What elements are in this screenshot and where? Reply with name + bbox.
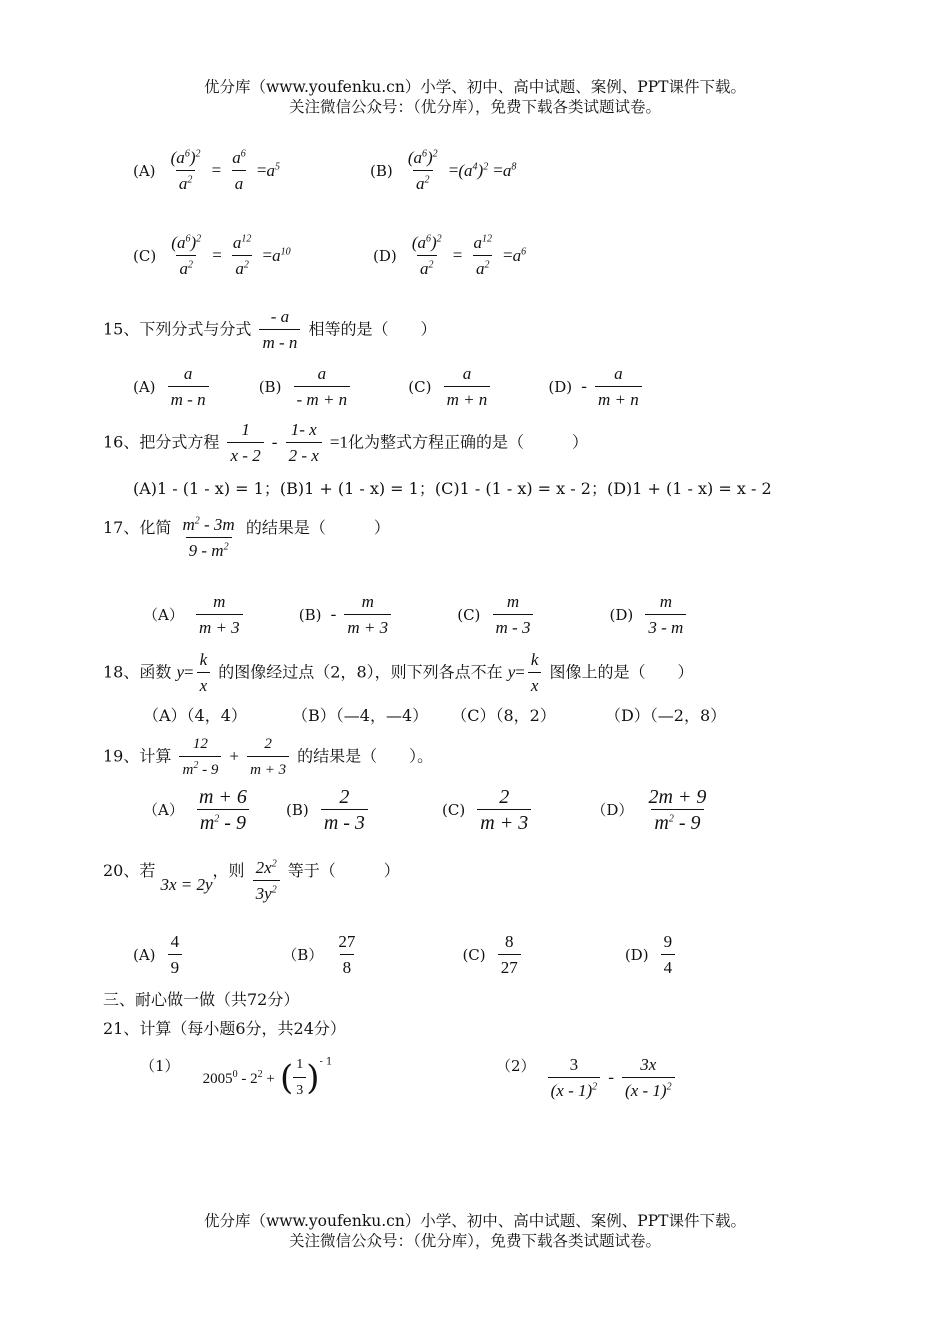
question-text: 化简	[139, 518, 172, 537]
fraction: $\frac{1- x}{2 - x}$	[286, 420, 322, 466]
option-text: （A）（4，4）	[143, 706, 247, 725]
option-label: (A)	[133, 377, 156, 396]
q20-options	[133, 932, 678, 978]
option-label: (B)	[285, 800, 309, 819]
fraction: $\frac{8}{27}$	[498, 932, 521, 978]
question-text: 相等的是（ ）	[308, 319, 437, 339]
fraction: $\frac{k}{x}$	[528, 650, 542, 696]
option-label: (D)	[609, 605, 634, 624]
fraction: $\frac{a^{12}}{a^2}$	[232, 233, 252, 278]
q16-options: (A)1 - (1 - x) = 1；(B)1 + (1 - x) = 1；(C)1 - (1 - x) = x - 2；(D)1 + (1 - x) = x - 2	[133, 479, 772, 498]
question-text: 图像上的是（ ）	[549, 662, 694, 682]
option-label: （B）	[282, 945, 324, 964]
q14-option-c: (C) $\frac{(a^6)^2}{a^2}$ = $\frac{a^{12}}{a^2}$ $=a^{10}$	[133, 233, 291, 278]
fraction: $\frac{2m + 9}{m^2 - 9}$	[648, 786, 707, 834]
option-label: (D)	[373, 246, 397, 265]
option-label: (A)	[133, 945, 156, 964]
fraction: $\frac{a^{12}}{a^2}$	[473, 233, 492, 278]
question-number: 19、	[103, 746, 140, 766]
q14-option-a: (A) $\frac{(a^6)^2}{a^2}$ = $\frac{a^6}{a}$ $=a^5$	[133, 148, 280, 193]
option-label: (B)	[298, 605, 322, 624]
fraction: $\frac{m}{3 - m}$	[645, 592, 686, 638]
option-label: (D)	[624, 945, 649, 964]
option-label: (C)	[408, 377, 432, 396]
fraction: $\frac{2x^2}{3y^2}$	[253, 858, 280, 904]
fraction: $\frac{a^6}{a}$	[232, 148, 246, 193]
q21-part-1: （1） $2005^0 - 2^2$ + ( $\frac{1}{3}$ )$^{- 1}$	[140, 1055, 332, 1101]
question-20: 20、若 3x = 2y，则 $\frac{2x^2}{3y^2}$ 等于（ ）	[103, 858, 400, 903]
fraction: $\frac{k}{x}$	[197, 650, 211, 696]
question-text: 的结果是（ ）。	[297, 746, 434, 766]
option-label: (C)	[457, 605, 481, 624]
fraction: $\frac{12}{m^2 - 9}$	[179, 734, 221, 780]
question-18: 18、函数 y= $\frac{k}{x}$ 的图像经过点（2，8），则下列各点不在 y= $\frac{k}{x}$ 图像上的是（ ）	[103, 650, 694, 695]
q18-options	[143, 703, 726, 726]
option-text: （B）（—4，—4）	[292, 706, 429, 725]
question-text: 下列分式与分式	[139, 319, 252, 339]
question-number: 20、	[103, 861, 140, 880]
fraction: $\frac{a}{m + n}$	[444, 364, 491, 410]
question-text: 的图像经过点（2，8），则下列各点不在	[218, 662, 503, 682]
fraction: $\frac{1}{x - 2}$	[227, 420, 263, 466]
option-label: （A）	[143, 605, 184, 624]
fraction: $\frac{3x}{(x - 1)^2}$	[622, 1055, 675, 1101]
fraction: $\frac{a}{m - n}$	[168, 364, 209, 410]
fraction: $\frac{m}{m + 3}$	[344, 592, 391, 638]
q17-options: （A） $\frac{m}{m + 3}$ (B) - $\frac{m}{m + 3}$ (C) $\frac{m}{m - 3}$ (D) $\frac{m}{3 - m}$	[143, 592, 689, 638]
option-text: （D）（—2，8）	[604, 706, 727, 725]
fraction: $\frac{9}{4}$	[661, 932, 676, 978]
sub-label: （2）	[496, 1057, 536, 1075]
fraction: $\frac{a}{- m + n}$	[294, 364, 351, 410]
footer-line-2: 关注微信公众号：（优分库），免费下载各类试题试卷。	[288, 1232, 661, 1250]
question-number: 17、	[103, 518, 140, 537]
question-text: ，则	[212, 861, 245, 880]
fraction: $\frac{(a^6)^2}{a^2}$	[170, 148, 201, 193]
section-3-title: 三、耐心做一做（共72分）	[103, 990, 300, 1009]
question-text: 计算	[139, 746, 172, 766]
fraction: $\frac{(a^6)^2}{a^2}$	[411, 233, 442, 278]
question-21: 21、计算（每小题6分，共24分）	[103, 1019, 346, 1038]
fraction: $\frac{m + 6}{m^2 - 9}$	[196, 787, 250, 833]
fraction: $\frac{- a}{m - n}$	[259, 307, 300, 353]
question-number: 18、	[103, 662, 140, 682]
question-19: 19、计算 $\frac{12}{m^2 - 9}$ + $\frac{2}{m + 3}$ 的结果是（ ）。	[103, 736, 434, 778]
option-label: （A）	[143, 800, 184, 819]
option-label: (B)	[370, 161, 393, 180]
option-label: (A)	[133, 161, 156, 180]
header-line-1: 优分库（www.youfenku.cn）小学、初中、高中试题、案例、PPT课件下载。	[203, 78, 747, 96]
fraction: $\frac{4}{9}$	[168, 932, 183, 978]
question-text: 函数	[139, 662, 172, 682]
q14-option-b: (B) $\frac{(a^6)^2}{a^2}$ $=(a^4)^2 =a^8$	[370, 148, 517, 193]
option-label: (C)	[442, 800, 466, 819]
q15-options: (A) $\frac{a}{m - n}$ (B) $\frac{a}{- m + n}$ (C) $\frac{a}{m + n}$ (D) - $\frac{a}{m + n}$	[133, 364, 645, 410]
fraction: $\frac{2}{m - 3}$	[321, 787, 368, 833]
fraction: $\frac{3}{(x - 1)^2}$	[548, 1055, 601, 1101]
fraction: $\frac{1}{3}$	[293, 1055, 306, 1101]
fraction: $\frac{(a^6)^2}{a^2}$	[407, 148, 438, 193]
question-text: 的结果是（ ）	[245, 518, 390, 537]
option-label: （D）	[591, 800, 634, 819]
fraction: $\frac{a}{m + n}$	[595, 364, 642, 410]
fraction: $\frac{(a^6)^2}{a^2}$	[171, 233, 202, 278]
question-text: 等于（ ）	[287, 861, 400, 880]
q14-option-d: (D) $\frac{(a^6)^2}{a^2}$ = $\frac{a^{12}}{a^2}$ $=a^6$	[373, 233, 527, 278]
question-15	[103, 307, 437, 353]
fraction: $\frac{m}{m + 3}$	[196, 592, 243, 638]
footer-line-1: 优分库（www.youfenku.cn）小学、初中、高中试题、案例、PPT课件下载。	[203, 1212, 747, 1230]
q19-options	[143, 787, 712, 833]
option-label: (B)	[258, 377, 282, 396]
question-text: 把分式方程	[139, 432, 220, 452]
fraction: $\frac{m}{m - 3}$	[493, 592, 534, 638]
sub-label: （1）	[140, 1057, 180, 1075]
option-label: (C)	[133, 246, 157, 265]
question-text: 若	[139, 861, 156, 880]
question-number: 16、	[103, 432, 140, 452]
option-text: （C）（8，2）	[451, 706, 556, 725]
q21-part-2: （2） $\frac{3}{(x - 1)^2}$ - $\frac{3x}{(x - 1)^2}$	[496, 1055, 678, 1101]
fraction: $\frac{2}{m + 3}$	[477, 787, 531, 833]
option-label: (C)	[462, 945, 486, 964]
question-17	[103, 515, 390, 561]
fraction: $\frac{2}{m + 3}$	[247, 734, 289, 780]
header-line-2: 关注微信公众号：（优分库），免费下载各类试题试卷。	[288, 98, 661, 116]
fraction: $\frac{m^2 - 3m}{9 - m^2}$	[182, 515, 235, 560]
question-16: 16、把分式方程 $\frac{1}{x - 2}$ - $\frac{1- x}{2 - x}$ =1化为整式方程正确的是（ ）	[103, 420, 588, 465]
question-number: 15、	[103, 319, 140, 339]
question-text: 化为整式方程正确的是（ ）	[347, 432, 588, 452]
fraction: $\frac{27}{8}$	[338, 932, 356, 977]
option-label: (D)	[548, 377, 573, 396]
